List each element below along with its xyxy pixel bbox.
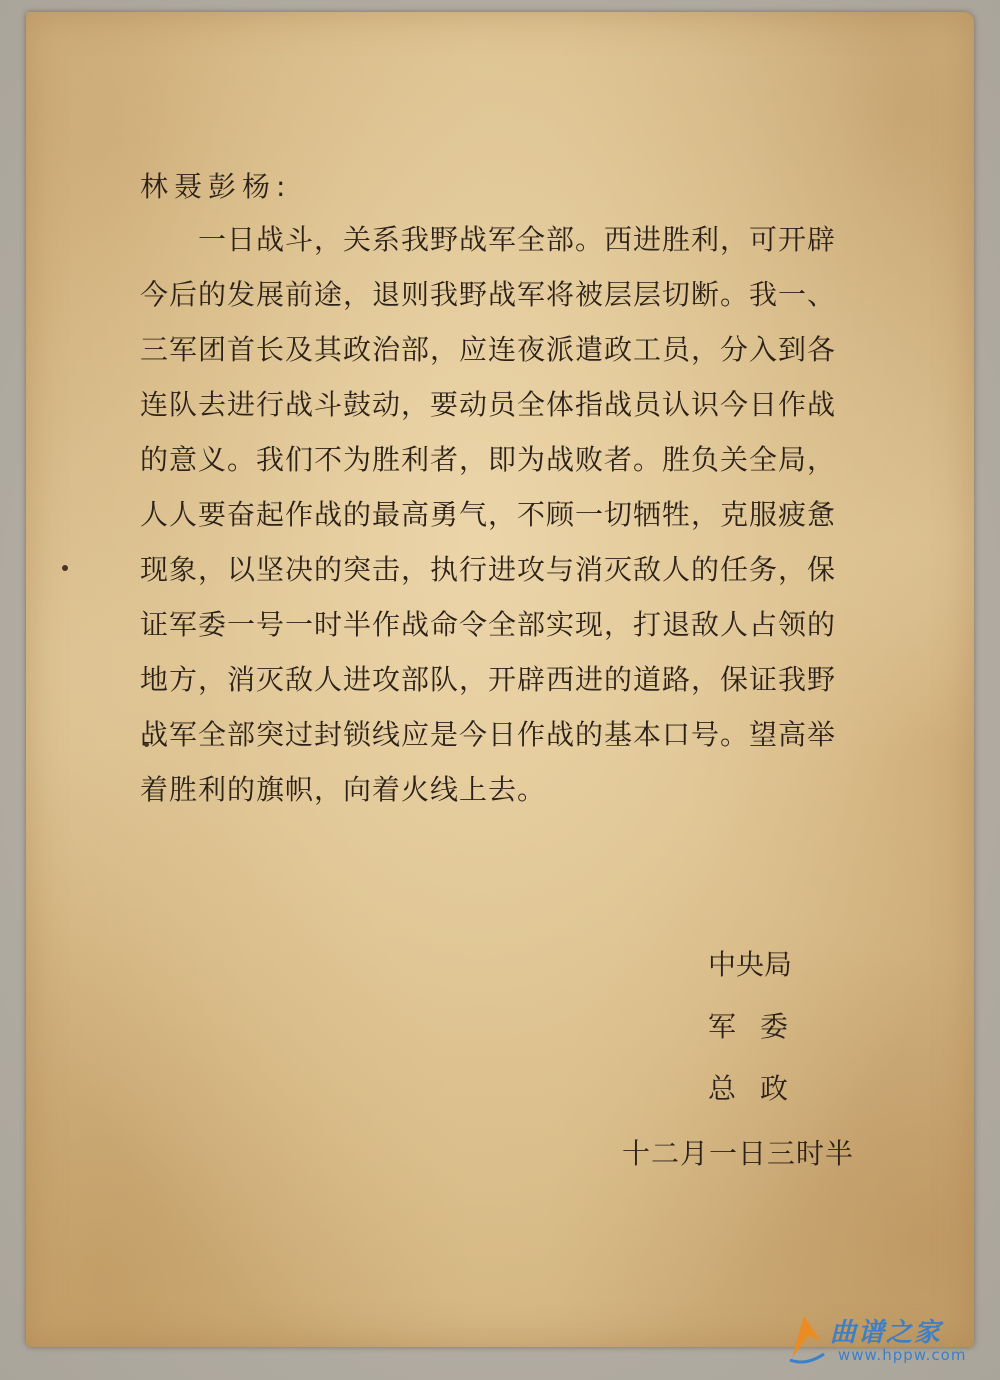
- letter-signatures: [708, 942, 812, 1128]
- signature-central-bureau: 中央局: [708, 948, 793, 981]
- letter-line: 今后的发展前途，退则我野战军将被层层切断。我一、: [140, 278, 837, 311]
- letter-line: 战军全部突过封锁线应是今日作战的基本口号。望高举: [140, 718, 837, 751]
- letter-line: 证军委一号一时半作战命令全部实现，打退敌人占领的: [140, 608, 837, 641]
- watermark-url: www.hppw.com: [838, 1346, 967, 1364]
- watermark-text: 曲谱之家: [830, 1318, 943, 1348]
- letter-text: [140, 162, 860, 817]
- signature-military-commission: 军委: [708, 1010, 813, 1043]
- letter-line: 人人要奋起作战的最高勇气，不顾一切牺牲，克服疲惫: [140, 498, 837, 531]
- letter-line: 着胜利的旗帜，向着火线上去。: [140, 773, 547, 806]
- letter-line: 一日战斗，关系我野战军全部。西进胜利，可开辟: [140, 223, 837, 256]
- signature-general-political-dept: 总政: [708, 1072, 813, 1105]
- letter-line: 三军团首长及其政治部，应连夜派遣政工员，分入到各: [140, 333, 837, 366]
- letter-line: 地方，消灭敌人进攻部队，开辟西进的道路，保证我野: [140, 663, 837, 696]
- watermark-logo-icon: [782, 1310, 830, 1370]
- letter-line: 现象，以坚决的突击，执行进攻与消灭敌人的任务，保: [140, 553, 837, 586]
- letter-line: 的意义。我们不为胜利者，即为战败者。胜负关全局，: [140, 443, 837, 476]
- ink-speck: [62, 565, 68, 571]
- letter-line: 连队去进行战斗鼓动，要动员全体指战员认识今日作战: [140, 388, 837, 421]
- letter-salutation: 林聂彭杨:: [140, 170, 292, 203]
- site-watermark: [782, 1310, 982, 1370]
- letter-date: 十二月一日三时半: [622, 1137, 855, 1170]
